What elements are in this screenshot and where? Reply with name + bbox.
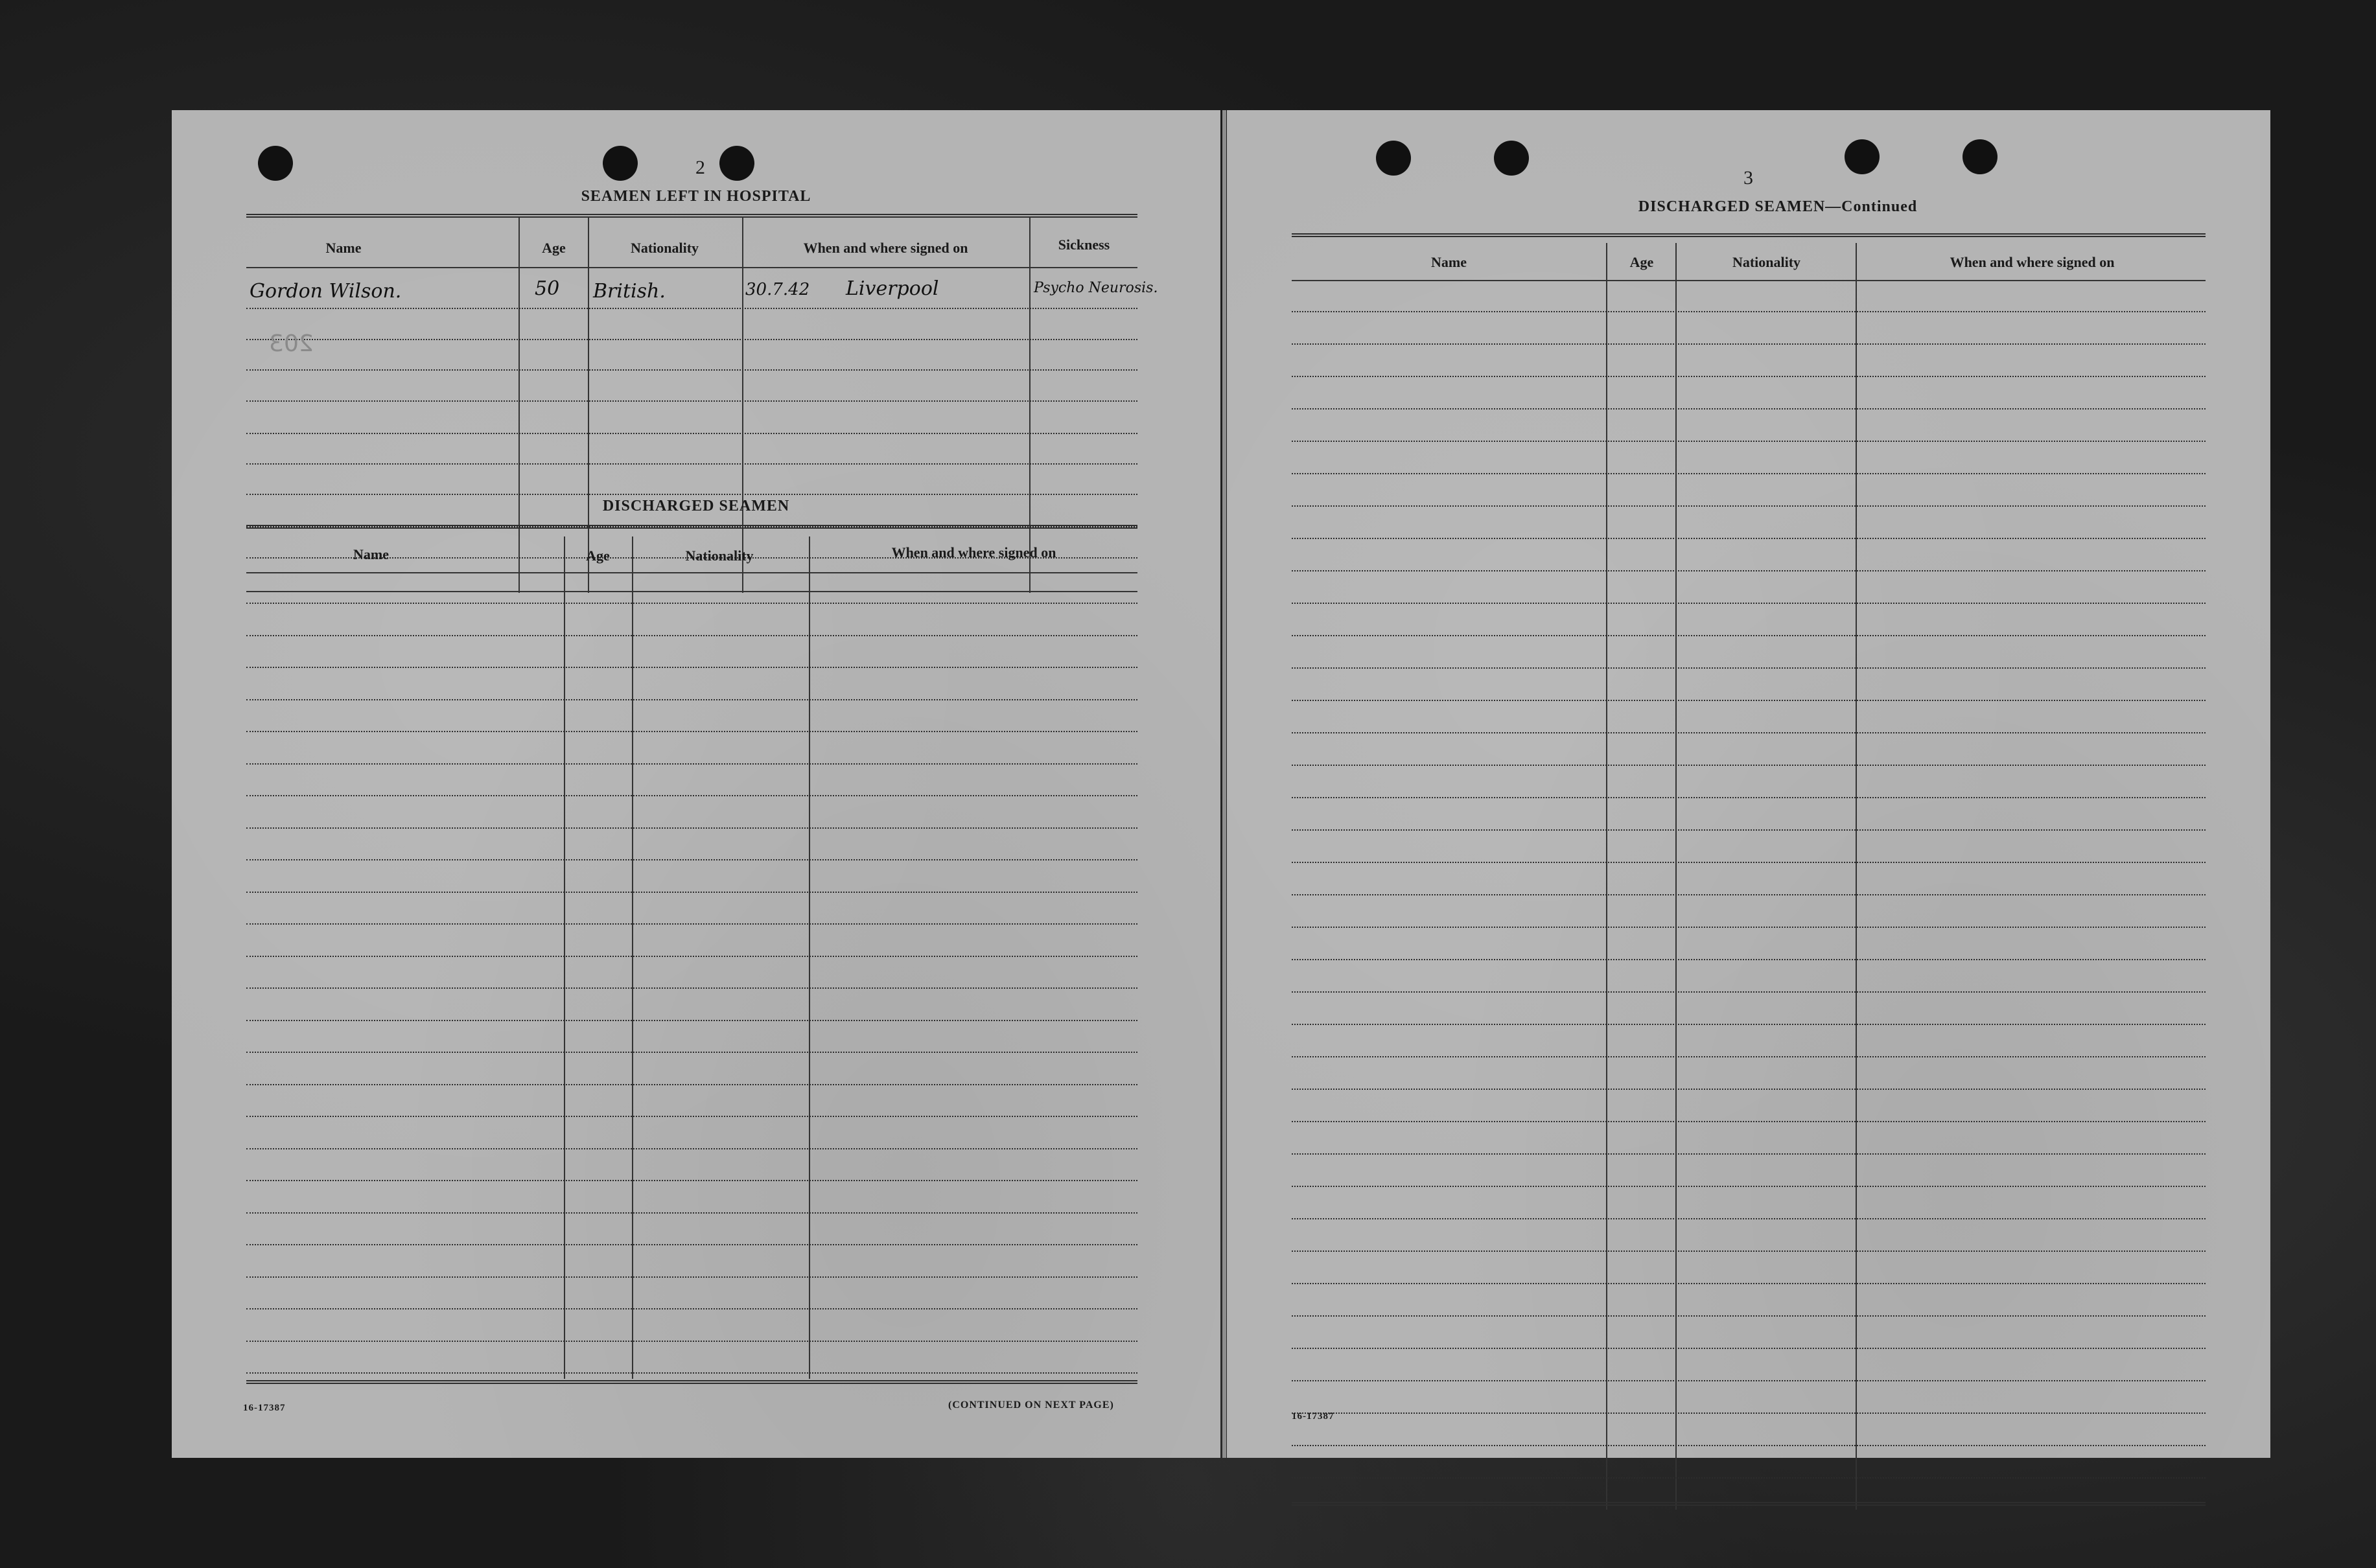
row-line (1292, 1348, 2206, 1349)
row-line (246, 923, 1137, 925)
discharged-continued-title: DISCHARGED SEAMEN—Continued (1638, 198, 1918, 215)
column-header-nationality: Nationality (630, 240, 699, 256)
row-line (246, 956, 1137, 957)
column-divider (1856, 243, 1857, 1510)
column-header-nationality: Nationality (1732, 254, 1801, 270)
row-line (1292, 473, 2206, 474)
row-line (1292, 441, 2206, 442)
column-header-age: Age (1629, 254, 1654, 270)
column-header-signed-on: When and where signed on (1950, 254, 2115, 270)
punch-hole (603, 146, 638, 181)
header-rule (246, 572, 1137, 573)
table-bottom-rule (246, 1380, 1137, 1384)
row-line (1292, 732, 2206, 733)
row-line (246, 667, 1137, 668)
row-line (246, 892, 1137, 893)
row-line (1292, 1218, 2206, 1219)
row-line (1292, 1121, 2206, 1122)
entry-sickness: Psycho Neurosis. (1034, 280, 1158, 296)
row-line (1292, 538, 2206, 539)
row-line (246, 763, 1137, 765)
row-line (1292, 376, 2206, 377)
entry-nationality: British. (593, 280, 666, 303)
column-divider (742, 217, 743, 593)
row-line (1292, 311, 2206, 312)
column-divider (632, 536, 633, 1379)
row-line (1292, 1024, 2206, 1025)
column-header-sickness: Sickness (1058, 236, 1110, 253)
row-line (1292, 1186, 2206, 1187)
row-line (1292, 991, 2206, 993)
row-line (1292, 862, 2206, 863)
row-line (246, 1212, 1137, 1214)
row-line (1292, 603, 2206, 604)
discharged-section-title: DISCHARGED SEAMEN (602, 498, 790, 514)
row-line (246, 1052, 1137, 1053)
row-line (246, 1308, 1137, 1309)
row-line (1292, 927, 2206, 928)
row-line (1292, 635, 2206, 636)
continued-note: (CONTINUED ON NEXT PAGE) (948, 1400, 1114, 1411)
punch-hole (1376, 141, 1411, 176)
entry-place-signed: Liverpool (846, 277, 939, 300)
row-line (246, 1244, 1137, 1245)
page-fold (1222, 110, 1226, 1458)
punch-hole (719, 146, 754, 181)
form-number: 16-17387 (243, 1403, 286, 1413)
column-divider (1675, 243, 1677, 1510)
punch-hole (1963, 139, 1997, 174)
column-header-signed-on: When and where signed on (803, 240, 968, 256)
column-header-name: Name (353, 546, 389, 562)
page-number: 2 (695, 157, 705, 178)
row-line (1292, 343, 2206, 345)
table-top-rule (246, 214, 1137, 218)
page-number: 3 (1743, 167, 1753, 189)
column-header-age: Age (542, 240, 566, 256)
row-line (1292, 1477, 2206, 1479)
column-divider (588, 217, 589, 593)
row-line (246, 308, 1137, 309)
row-line (246, 731, 1137, 732)
row-line (1292, 1153, 2206, 1155)
left-page (172, 110, 1220, 1458)
punch-hole (1845, 139, 1880, 174)
faint-stamp: 203 (269, 330, 314, 357)
punch-hole (258, 146, 293, 181)
row-line (246, 1020, 1137, 1021)
row-line (1292, 1251, 2206, 1252)
row-line (246, 635, 1137, 636)
row-line (1292, 1056, 2206, 1057)
row-line (246, 859, 1137, 860)
column-header-name: Name (1431, 254, 1467, 270)
row-line (246, 987, 1137, 989)
row-line (246, 1341, 1137, 1342)
row-line (1292, 700, 2206, 701)
row-line (246, 463, 1137, 465)
table-top-rule (246, 525, 1137, 529)
entry-age: 50 (535, 277, 560, 300)
row-line (1292, 1089, 2206, 1090)
column-header-signed-on: When and where signed on (891, 544, 1056, 560)
header-rule (246, 267, 1137, 268)
column-header-age: Age (586, 548, 610, 564)
column-divider (518, 217, 520, 593)
row-line (1292, 765, 2206, 766)
column-divider (809, 536, 810, 1379)
row-line (1292, 894, 2206, 895)
row-line (246, 400, 1137, 402)
row-line (246, 1372, 1137, 1374)
row-line (246, 494, 1137, 495)
row-line (1292, 1283, 2206, 1284)
row-line (1292, 1445, 2206, 1446)
row-line (246, 1116, 1137, 1117)
column-header-name: Name (325, 240, 362, 256)
row-line (246, 339, 1137, 340)
right-page (1227, 110, 2270, 1458)
column-divider (564, 536, 565, 1379)
column-header-nationality: Nationality (685, 548, 754, 564)
header-rule (1292, 280, 2206, 281)
entry-date-signed: 30.7.42 (745, 280, 810, 299)
row-line (246, 369, 1137, 371)
row-line (246, 1180, 1137, 1181)
hospital-section-title: SEAMEN LEFT IN HOSPITAL (581, 188, 811, 205)
form-number: 16-17387 (1292, 1411, 1334, 1422)
table-bottom-rule (246, 591, 1137, 592)
row-line (1292, 570, 2206, 571)
row-line (1292, 505, 2206, 507)
row-line (246, 699, 1137, 700)
row-line (1292, 959, 2206, 960)
column-divider (1606, 243, 1607, 1510)
row-line (1292, 1315, 2206, 1317)
row-line (1292, 408, 2206, 409)
row-line (246, 827, 1137, 829)
row-line (246, 1148, 1137, 1149)
entry-name: Gordon Wilson. (250, 280, 402, 303)
row-line (1292, 1380, 2206, 1381)
punch-hole (1494, 141, 1529, 176)
table-bottom-rule (1292, 1502, 2206, 1506)
row-line (246, 795, 1137, 796)
column-divider (1029, 217, 1031, 593)
row-line (246, 1276, 1137, 1278)
row-line (1292, 1412, 2206, 1414)
row-line (1292, 667, 2206, 669)
row-line (246, 1084, 1137, 1085)
row-line (246, 433, 1137, 434)
table-top-rule (1292, 233, 2206, 237)
row-line (246, 603, 1137, 604)
row-line (1292, 829, 2206, 831)
row-line (1292, 797, 2206, 798)
